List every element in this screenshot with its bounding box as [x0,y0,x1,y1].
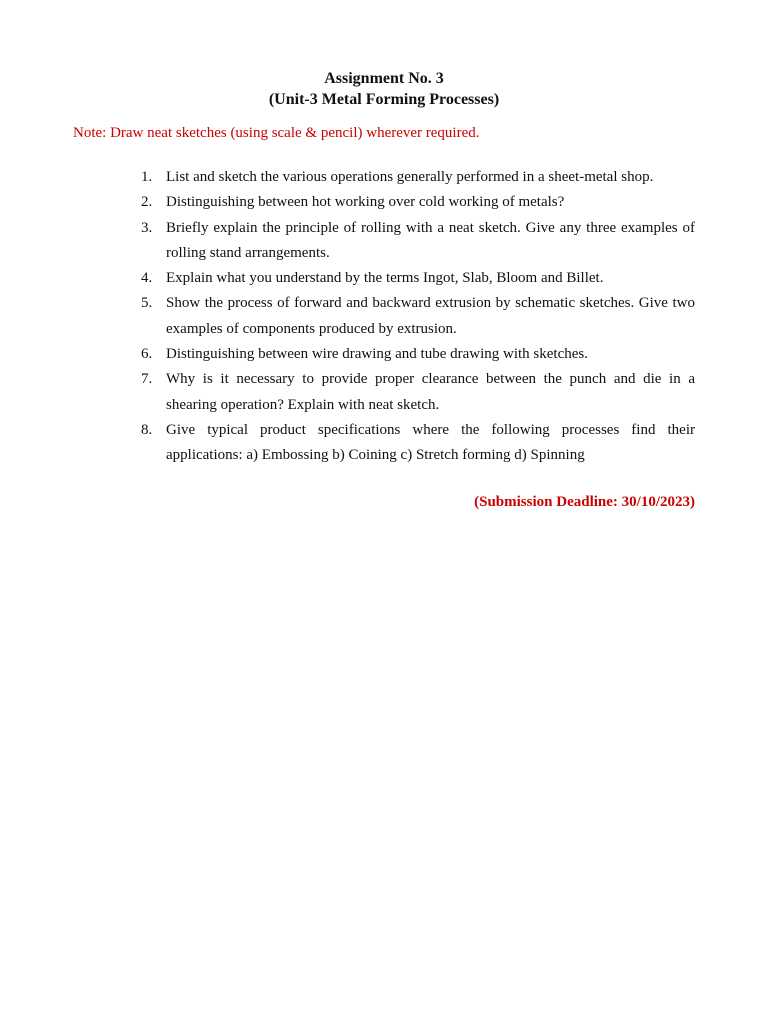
question-item [138,190,695,215]
question-number: 3. [141,219,153,236]
question-text: Distinguishing between wire drawing and tube drawing with sketches. [166,346,588,363]
question-number: 6. [141,346,153,363]
question-number: 7. [141,371,153,388]
question-item [138,216,695,267]
question-number: 8. [141,421,153,438]
question-text: Explain what you understand by the terms Ingot, Slab, Bloom and Billet. [166,270,604,287]
assignment-subtitle: (Unit-3 Metal Forming Processes) [268,91,500,108]
instruction-note: Note: Draw neat sketches (using scale & pencil) wherever required. [73,125,480,141]
question-number: 4. [141,270,153,287]
submission-deadline: (Submission Deadline: 30/10/2023) [474,494,695,510]
question-item [138,418,695,469]
question-text: Briefly explain the principle of rolling with a neat sketch. Give any three examples of rolling stand arrangements. [166,219,695,261]
question-item [138,266,695,291]
question-item [138,291,695,342]
question-text: Show the process of forward and backward extrusion by schematic sketches. Give two examples of components produced by extrusion. [166,295,695,337]
question-text: Distinguishing between hot working over cold working of metals? [166,194,565,211]
question-item [138,367,695,418]
question-number: 2. [141,194,153,211]
question-text: Give typical product specifications where the following processes find their applications: a) Embossing b) Coining c) Stretch forming d) Spinning [166,421,695,464]
question-item [138,165,695,190]
question-number: 1. [141,169,153,185]
question-number: 5. [141,295,153,312]
question-text: List and sketch the various operations generally performed in a sheet-metal shop. [166,169,654,185]
question-text: Why is it necessary to provide proper clearance between the punch and die in a shearing operation? Explain with neat sketch. [166,371,695,413]
question-list [138,165,695,469]
assignment-title: Assignment No. 3 [324,70,444,87]
title-block [0,68,768,110]
question-item [138,342,695,367]
